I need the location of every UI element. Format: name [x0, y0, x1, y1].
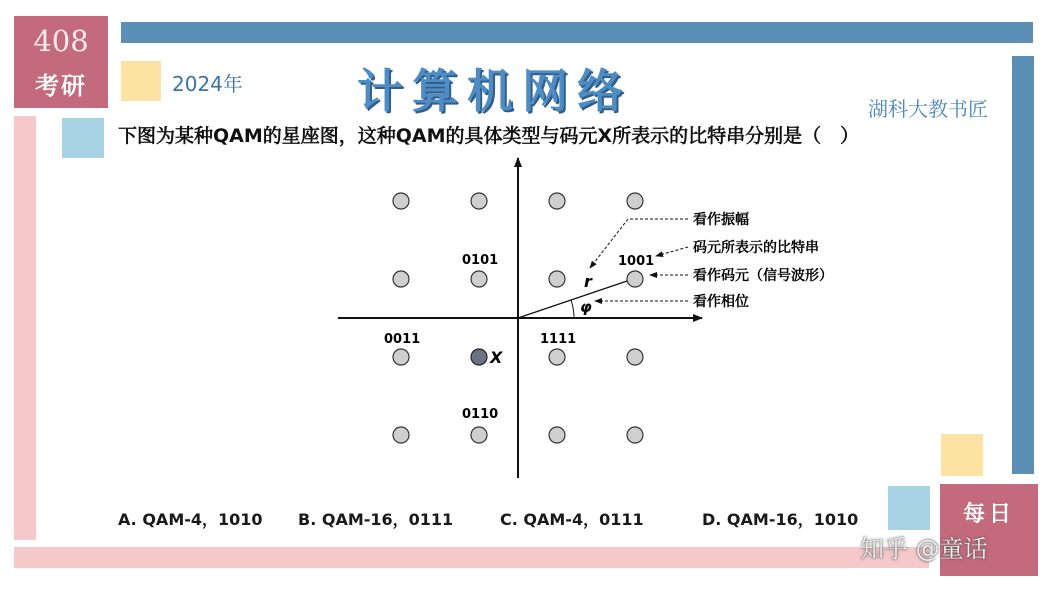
annotation-phase: 看作相位 — [693, 294, 749, 310]
qam-constellation-diagram — [310, 155, 870, 485]
year-label: 2024年 — [172, 72, 243, 96]
bottom-pink-bar — [14, 547, 929, 568]
blue-square-right — [888, 486, 930, 530]
constellation-point — [393, 427, 409, 443]
constellation-point — [549, 271, 565, 287]
constellation-point — [627, 427, 643, 443]
annotation-bitstring: 码元所表示的比特串 — [693, 240, 819, 256]
option-a[interactable]: A. QAM-4，1010 — [118, 510, 263, 529]
page-title: 计算机网络 — [357, 64, 632, 118]
constellation-point — [627, 349, 643, 365]
daily-label: 每日 — [962, 502, 1015, 527]
bitstring-pointer — [656, 247, 688, 256]
constellation-point — [549, 427, 565, 443]
option-b[interactable]: B. QAM-16，0111 — [298, 510, 454, 529]
label-1111: 1111 — [540, 332, 577, 347]
yellow-square-right — [941, 434, 983, 476]
label-0011: 0011 — [384, 332, 421, 347]
yellow-square-top — [121, 61, 161, 101]
constellation-point-0011 — [393, 349, 409, 365]
right-blue-bar — [1012, 56, 1034, 474]
label-0101: 0101 — [462, 253, 499, 268]
option-d[interactable]: D. QAM-16，1010 — [702, 510, 859, 529]
blue-square-left — [62, 118, 104, 158]
constellation-point — [549, 193, 565, 209]
left-pink-bar — [14, 116, 36, 540]
annotation-symbol: 看作码元（信号波形） — [693, 268, 833, 284]
constellation-point — [471, 193, 487, 209]
constellation-point-x — [471, 349, 487, 365]
constellation-point-0101 — [471, 271, 487, 287]
top-blue-bar — [121, 22, 1033, 43]
constellation-point-0110 — [471, 427, 487, 443]
constellation-point — [627, 193, 643, 209]
label-0110: 0110 — [462, 407, 499, 422]
angle-symbol: φ — [580, 298, 592, 316]
phase-arc — [571, 300, 574, 318]
label-x: X — [490, 348, 503, 367]
constellation-point-1001 — [627, 271, 643, 287]
author-label: 湖科大教书匠 — [868, 97, 988, 121]
option-c[interactable]: C. QAM-4，0111 — [500, 510, 644, 529]
radius-symbol: r — [584, 272, 592, 291]
zhihu-watermark: 知乎 @童话 — [860, 535, 988, 563]
annotation-amplitude: 看作振幅 — [693, 212, 749, 228]
constellation-point — [393, 271, 409, 287]
badge-number: 408 — [33, 24, 89, 58]
radius-vector — [518, 281, 627, 318]
label-1001: 1001 — [618, 254, 655, 269]
badge-label: 考研 — [35, 71, 87, 100]
constellation-point-1111 — [549, 349, 565, 365]
question-text: 下图为某种QAM的星座图，这种QAM的具体类型与码元X所表示的比特串分别是（ ） — [118, 125, 860, 147]
constellation-point — [393, 193, 409, 209]
